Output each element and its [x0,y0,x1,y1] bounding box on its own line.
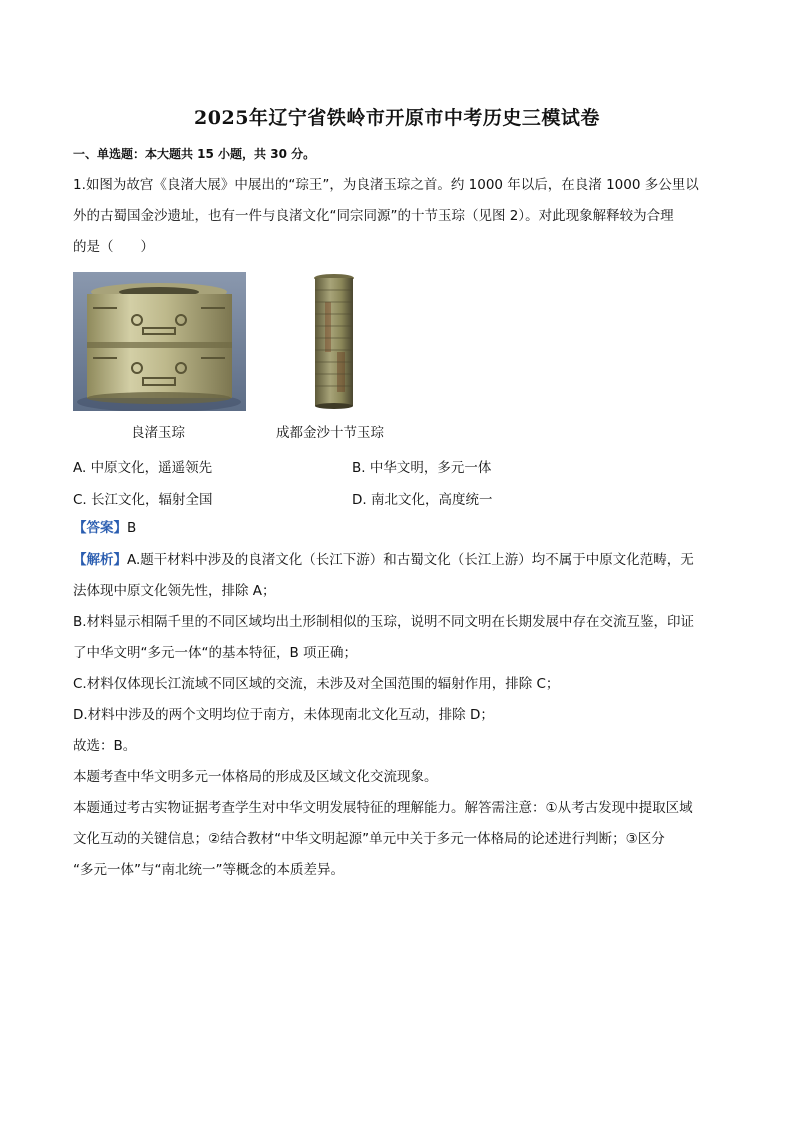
question-line-1: 1.如图为故宫《良渚大展》中展出的“琮王”，为良渚玉琮之首。约 1000 年以后，在良渚 1000 多公里以 [73,177,699,193]
option-b: B. 中华文明，多元一体 [352,460,492,476]
answer-value: B [127,520,137,536]
analysis-label: 【解析】 [73,552,127,568]
answer-label: 【答案】 [73,520,127,536]
analysis-line: 本题通过考古实物证据考查学生对中华文明发展特征的理解能力。解答需注意：①从考古发现中提取区域 [73,800,693,816]
analysis-line: D.材料中涉及的两个文明均位于南方，未体现南北文化互动，排除 D； [73,707,494,723]
analysis-line: 法体现中原文化领先性，排除 A； [73,583,276,599]
analysis-line: C.材料仅体现长江流域不同区域的交流，未涉及对全国范围的辐射作用，排除 C； [73,676,560,692]
caption-jinsha: 成都金沙十节玉琮 [276,425,384,441]
liangzhu-jade-cong-image [73,272,246,411]
answer-line [73,518,136,538]
option-d: D. 南北文化，高度统一 [352,492,493,508]
jinsha-ten-section-jade-cong-image [303,272,365,411]
analysis-text: A.题干材料中涉及的良渚文化（长江下游）和古蜀文化（长江上游）均不属于中原文化范畴，无 [127,552,694,568]
section-heading: 一、单选题：本大题共 15 小题，共 30 分。 [73,147,316,161]
analysis-line: “多元一体”与“南北统一”等概念的本质差异。 [73,862,344,878]
analysis-line: B.材料显示相隔千里的不同区域均出土形制相似的玉琮，说明不同文明在长期发展中存在交流互鉴，印证 [73,614,695,630]
analysis-line: 文化互动的关键信息；②结合教材“中华文明起源”单元中关于多元一体格局的论述进行判断；③区分 [73,831,665,847]
analysis-line: 故选：B。 [73,738,137,754]
option-c: C. 长江文化，辐射全国 [73,492,213,508]
page-title: 2025年辽宁省铁岭市开原市中考历史三模试卷 [194,107,600,129]
analysis-line-1 [73,550,694,570]
option-a: A. 中原文化，遥遥领先 [73,460,213,476]
question-images [73,272,413,422]
analysis-line: 本题考查中华文明多元一体格局的形成及区域文化交流现象。 [73,769,438,785]
analysis-line: 了中华文明“多元一体“的基本特征，B 项正确； [73,645,358,661]
question-line-2: 外的古蜀国金沙遗址，也有一件与良渚文化“同宗同源”的十节玉琮（见图 2）。对此现象解释较为合理 [73,208,674,224]
caption-liangzhu: 良渚玉琮 [131,425,185,441]
question-line-3: 的是（ ） [73,239,154,255]
